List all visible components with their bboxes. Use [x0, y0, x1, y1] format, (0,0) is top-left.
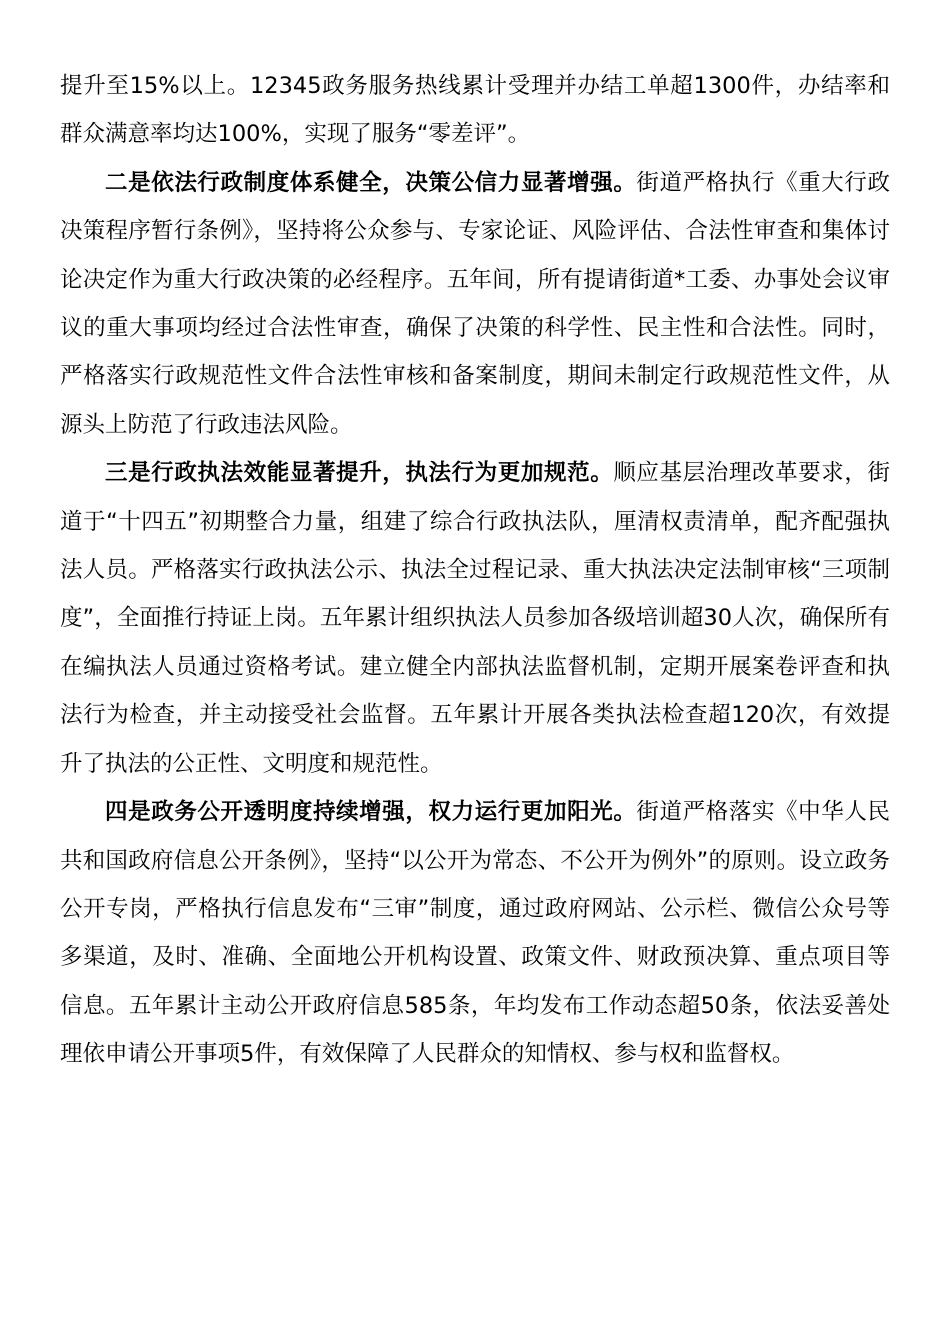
paragraph-law-enforcement — [60, 449, 890, 788]
paragraph-text: 提升至15%以上。12345政务服务热线累计受理并办结工单超1300件，办结率和群众满意率均达100%，实现了服务“零差评”。 — [60, 73, 890, 148]
paragraph-text: 顺应基层治理改革要求，街道于“十四五”初期整合力量，组建了综合行政执法队，厘清权责清单，配齐配强执法人员。严格落实行政执法公示、执法全过程记录、重大执法决定法制审核“三项制度”，全面推行持证上岗。五年累计组织执法人员参加各级培训超30人次，确保所有在编执法人员通过资格考试。建立健全内部执法监督机制，定期开展案卷评查和执法行为检查，并主动接受社会监督。五年累计开展各类执法检查超120次，有效提升了执法的公正性、文明度和规范性。 — [60, 460, 890, 777]
paragraph-heading: 二是依法行政制度体系健全，决策公信力显著增强。 — [105, 169, 637, 196]
paragraph-legal-decision — [60, 159, 890, 449]
paragraph-text: 街道严格执行《重大行政决策程序暂行条例》，坚持将公众参与、专家论证、风险评估、合法性审查和集体讨论决定作为重大行政决策的必经程序。五年间，所有提请街道*工委、办事处会议审议的重大事项均经过合法性审查，确保了决策的科学性、民主性和合法性。同时，严格落实行政规范性文件合法性审核和备案制度，期间未制定行政规范性文件，从源头上防范了行政违法风险。 — [60, 169, 890, 438]
paragraph-text: 街道严格落实《中华人民共和国政府信息公开条例》，坚持“以公开为常态、不公开为例外”的原则。设立政务公开专岗，严格执行信息发布“三审”制度，通过政府网站、公示栏、微信公众号等多渠道，及时、准确、全面地公开机构设置、政策文件、财政预决算、重点项目等信息。五年累计主动公开政府信息585条，年均发布工作动态超50条，依法妥善处理依申请公开事项5件，有效保障了人民群众的知情权、参与权和监督权。 — [60, 799, 890, 1068]
paragraph-continued — [60, 62, 890, 159]
paragraph-heading: 四是政务公开透明度持续增强，权力运行更加阳光。 — [105, 799, 637, 826]
paragraph-government-transparency — [60, 788, 890, 1078]
paragraph-heading: 三是行政执法效能显著提升，执法行为更加规范。 — [105, 460, 614, 487]
